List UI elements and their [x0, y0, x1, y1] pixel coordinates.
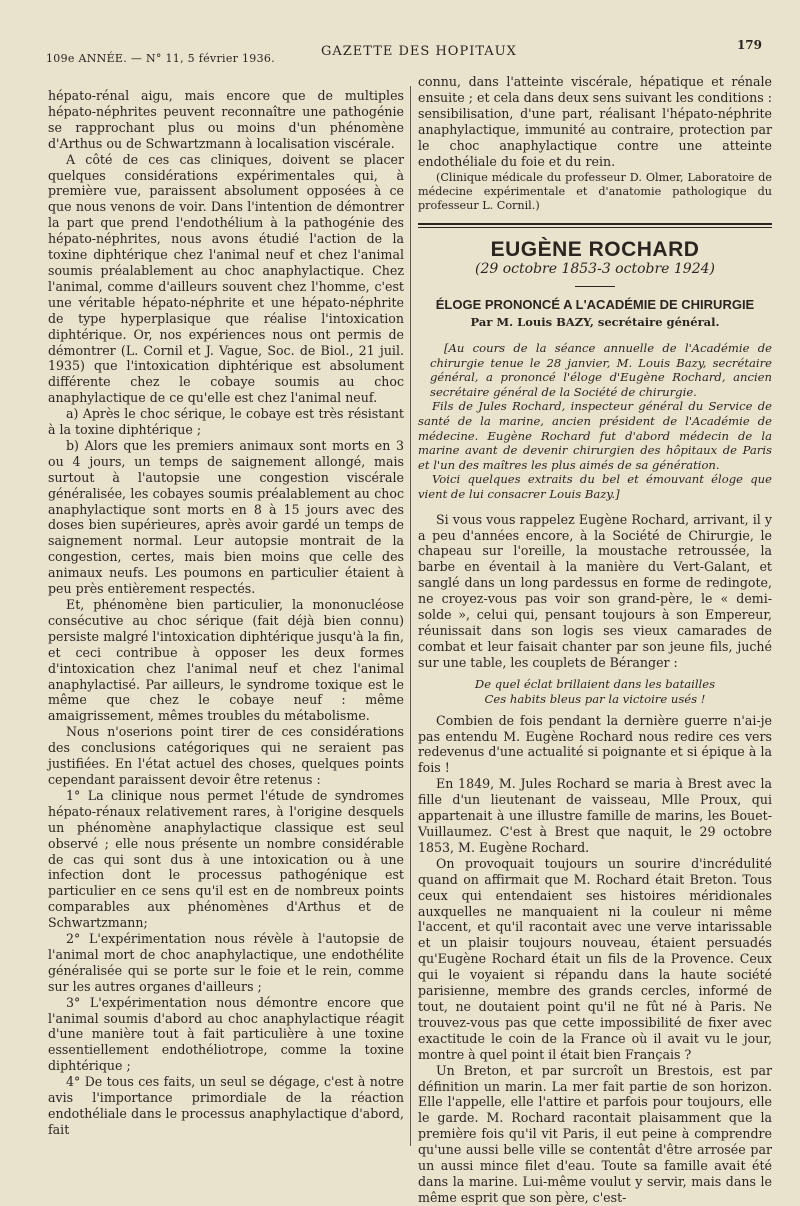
editorial-intro	[418, 341, 772, 502]
short-divider	[575, 286, 615, 287]
issue-line: 109e ANNÉE. — N° 11, 5 février 1936.	[46, 52, 275, 65]
paragraph: 3° L'expérimentation nous démontre encore que l'animal soumis d'abord au choc anaphylactique réagit d'une manière tout à fait particulière à une toxine essentiellement endothéliotrope, comme la toxine diphtérique ;	[48, 994, 404, 1074]
intro-paragraph: [Au cours de la séance annuelle de l'Académie de chirurgie tenue le 28 janvier, M. Louis Bazy, secrétaire général, a prononcé l'éloge d'Eugène Rochard, ancien secrétaire général de la Société de chirurgie.	[430, 341, 772, 399]
paragraph: b) Alors que les premiers animaux sont morts en 3 ou 4 jours, un temps de saignement allongé, mais surtout à l'autopsie une congestion viscérale généralisée, les cobayes soumis préalablement au choc anaphylactique sont morts en 8 à 15 jours avec des doses bien supérieures, après avoir gardé un temps de saignement normal. Leur autopsie montrait de la congestion, certes, mais bien moins que celle des animaux neufs. Les poumons en particulier étaient à peu près entièrement respectés.	[48, 437, 404, 597]
paragraph: 2° L'expérimentation nous révèle à l'autopsie de l'animal mort de choc anaphylactique, une endothélite généralisée qui se porte sur le foie et le rein, comme sur les autres organes d'ailleurs ;	[48, 931, 404, 994]
paragraph: hépato-rénal aigu, mais encore que de multiples hépato-néphrites peuvent reconnaître une pathogénie se rapprochant plus ou moins d'un phénomène d'Arthus ou de Schwartzmann à localisation viscérale.	[48, 88, 404, 151]
eloge-author: Par M. Louis BAZY, secrétaire général.	[470, 315, 720, 330]
paragraph: 1° La clinique nous permet l'étude de syndromes hépato-rénaux relativement rares, à l'origine desquels un phénomène anaphylactique classique est seul observé ; elle nous présente un nombre considérable de cas qui sont dus à une intoxication ou à une infection dont le processus pathogénique est particulier en ce sens qu'il est en de nombreux points comparables aux phénomènes d'Arthus et de Schwartzmann;	[48, 787, 404, 931]
verse-quote	[418, 677, 772, 707]
paragraph: En 1849, M. Jules Rochard se maria à Brest avec la fille d'un lieutenant de vaisseau, Mlle Proux, qui appartenait à une illustre famille de marins, les Bouet-Vuillaumez. C'est à Brest que naquit, le 29 octobre 1853, M. Eugène Rochard.	[418, 776, 772, 855]
page-number: 179	[736, 38, 762, 52]
intro-paragraph: Fils de Jules Rochard, inspecteur général du Service de santé de la marine, ancien président de l'Académie de médecine. Eugène Rochard fut d'abord médecin de la marine avant de devenir chirurgien des hôpitaux de Paris et l'un des maîtres les plus aimés de sa génération.	[418, 399, 772, 472]
eloge-title: ÉLOGE PRONONCÉ A L'ACADÉMIE DE CHIRURGIE	[435, 297, 755, 313]
verse-line: De quel éclat brillaient dans les batailles	[474, 676, 716, 691]
paragraph: On provoquait toujours un sourire d'incrédulité quand on affirmait que M. Rochard était Breton. Tous ceux qui entendaient ses histoires méridionales auxquelles ne manquaient ni la couleur ni même l'accent, et qu'il racontait avec une verve intarissable et un plaisir toujours nouveau, étaient persuadés qu'Eugène Rochard était un fils de la Provence. Ceux qui le voyaient si répandu dans la haute société parisienne, membre des grands cercles, informé de tout, ne doutaient point qu'il ne fût né à Paris. Ne trouvez-vous pas que cette impossibilité de fixer avec exactitude le coin de la France où il avait vu le jour, montre à quel point il était bien Français ?	[418, 855, 772, 1062]
paragraph: Si vous vous rappelez Eugène Rochard, arrivant, il y a peu d'années encore, à la Société de Chirurgie, le chapeau sur l'oreille, la moustache retroussée, la barbe en éventail à la manière du Vert-Galant, et sanglé dans un long pardessus en forme de redingote, ne croyez-vous pas voir son grand-père, le « demi-solde », celui qui, pensant toujours à son Empereur, réunissait dans son logis ses vieux camarades de combat et leur faisait chanter par son jeune fils, juché sur une table, les couplets de Béranger :	[418, 511, 772, 670]
obituary-name: EUGÈNE ROCHARD	[490, 238, 700, 262]
section-divider	[418, 223, 772, 228]
continuation-paragraph: connu, dans l'atteinte viscérale, hépatique et rénale ensuite ; et cela dans deux sens suivant les conditions : sensibilisation, d'une part, réalisant l'hépato-néphrite anaphylactique, immunité au contraire, protection par le choc anaphylactique contre une atteinte endothéliale du foie et du rein.	[418, 74, 772, 169]
paragraph: Et, phénomène bien particulier, la mononucléose consécutive au choc sérique (fait déjà bien connu) persiste malgré l'intoxication diphtérique jusqu'à la fin, et ceci contribue à opposer les deux formes d'intoxication chez l'animal neuf et chez l'animal anaphylactisé. Par ailleurs, le syndrome toxique est le même que chez le cobaye neuf : même amaigrissement, mêmes troubles du métabolisme.	[48, 597, 404, 724]
obituary-dates: (29 octobre 1853-3 octobre 1924)	[475, 261, 715, 278]
page-header	[46, 38, 762, 72]
left-column	[48, 88, 404, 1148]
verse-line: Ces habits bleus par la victoire usés !	[484, 691, 706, 706]
paragraph: 4° De tous ces faits, un seul se dégage, c'est à notre avis l'importance primordiale de la réaction endothéliale dans le processus anaphylactique d'abord, fait	[48, 1074, 404, 1137]
right-column	[418, 74, 772, 1205]
intro-paragraph: Voici quelques extraits du bel et émouvant éloge que vient de lui consacrer Louis Bazy.]	[418, 472, 772, 501]
paragraph: A côté de ces cas cliniques, doivent se placer quelques considérations expérimentales qui, à première vue, paraissent absolument opposées à ce que nous venons de voir. Dans l'intention de démontrer la part que prend l'endothélium à la pathogénie des hépato-néphrites, nous avons étudié l'action de la toxine diphtérique chez l'animal neuf et chez l'animal soumis préalablement au choc anaphylactique. Chez l'animal, comme d'ailleurs souvent chez l'homme, c'est une véritable hépato-néphrite et une hépato-néphrite de type hyperplasique que réalise l'intoxication diphtérique. Or, nos expériences nous ont permis de démontrer (L. Cornil et J. Vague, Soc. de Biol., 21 juil. 1935) que l'intoxication diphtérique est absolument différente chez le cobaye soumis au choc anaphylactique de ce qu'elle est chez l'animal neuf.	[48, 151, 404, 406]
paragraph: Un Breton, et par surcroît un Brestois, est par définition un marin. La mer fait partie de son horizon. Elle l'appelle, elle l'attire et parfois pour toujours, elle le garde. M. Rochard racontait plaisamment que la première fois qu'il vit Paris, il eut peine à comprendre qu'une aussi belle ville se contentât d'être arrosée par un aussi mince filet d'eau. Toute sa famille avait été dans la marine. Lui-même voulut y servir, mais dans le même esprit que son père, c'est-	[418, 1062, 772, 1205]
journal-title: GAZETTE DES HOPITAUX	[321, 44, 517, 59]
paragraph: Nous n'oserions point tirer de ces considérations des conclusions catégoriques qui ne seraient pas justifiées. En l'état actuel des choses, quelques points cependant paraissent devoir être retenus :	[48, 724, 404, 787]
paragraph: a) Après le choc sérique, le cobaye est très résistant à la toxine diphtérique ;	[48, 406, 404, 438]
affiliation-note: (Clinique médicale du professeur D. Olmer, Laboratoire de médecine expérimentale et d'anatomie pathologique du professeur L. Cornil.)	[418, 171, 772, 213]
paragraph: Combien de fois pendant la dernière guerre n'ai-je pas entendu M. Eugène Rochard nous redire ces vers redevenus d'une actualité si poignante et si épique à la fois !	[418, 712, 772, 776]
column-divider	[410, 86, 411, 1146]
